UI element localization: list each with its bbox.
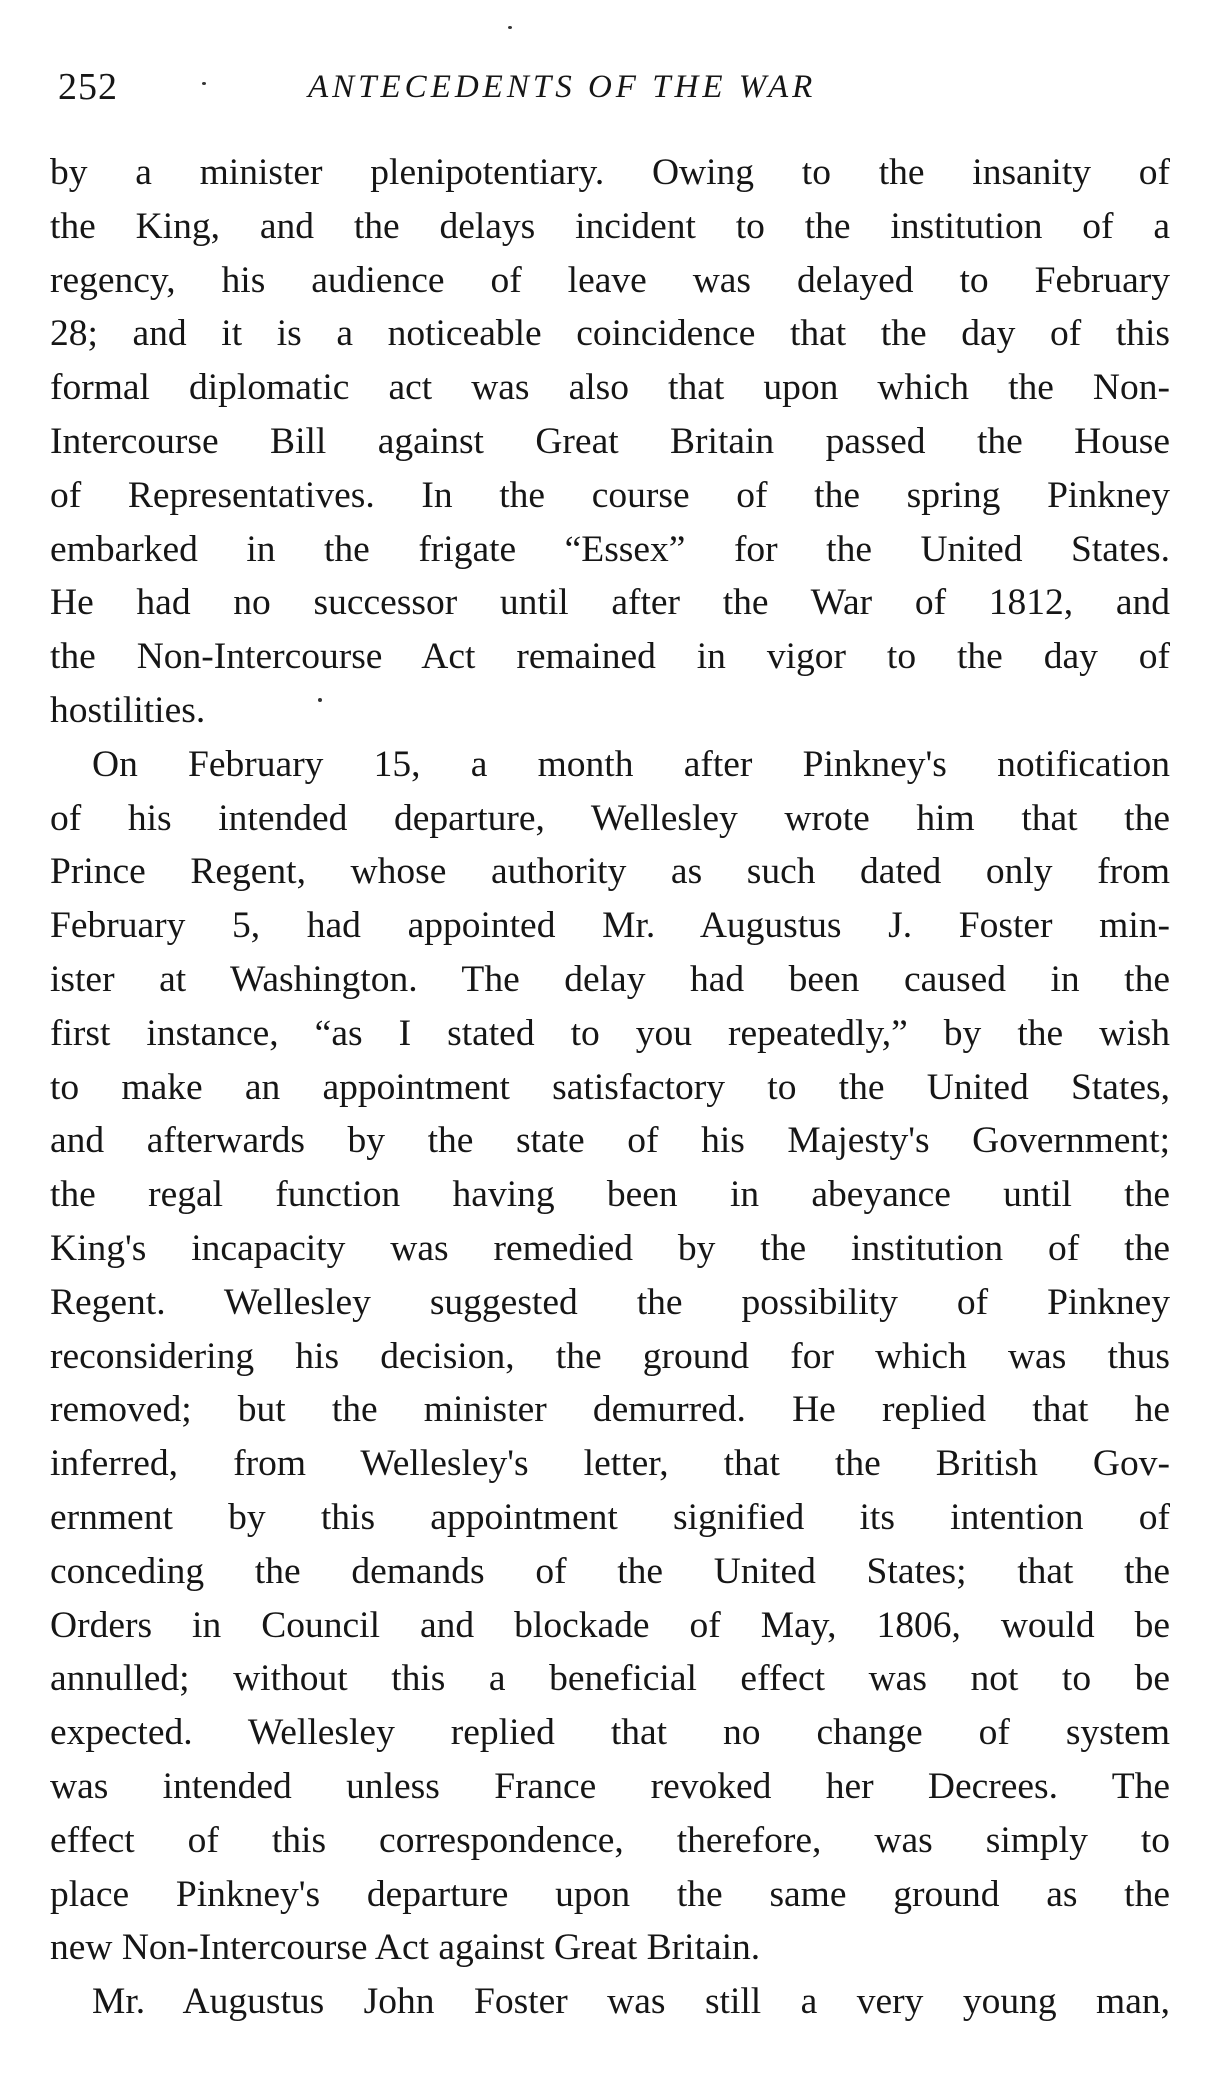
paragraph (50, 146, 1170, 738)
scan-speck (508, 26, 512, 29)
text-line: new Non-Intercourse Act against Great Britain. (50, 1927, 761, 1969)
text-line: of Representatives. In the course of the spring Pinkney (50, 474, 1170, 516)
text-line: reconsidering his decision, the ground for which was thus (50, 1335, 1170, 1377)
text-line: Intercourse Bill against Great Britain passed the House (50, 420, 1170, 462)
paragraph (50, 738, 1170, 1975)
text-line: the King, and the delays incident to the institution of a (50, 205, 1170, 247)
text-line: conceding the demands of the United States; that the (50, 1550, 1170, 1592)
text-line: Prince Regent, whose authority as such dated only from (50, 851, 1170, 893)
text-line: and afterwards by the state of his Majesty's Government; (50, 1120, 1170, 1162)
text-line: the regal function having been in abeyance until the (50, 1174, 1170, 1216)
text-line: removed; but the minister demurred. He replied that he (50, 1389, 1170, 1431)
text-line: by a minister plenipotentiary. Owing to the insanity of (50, 152, 1170, 193)
text-line: to make an appointment satisfactory to the United States, (50, 1066, 1170, 1108)
text-line: was intended unless France revoked her Decrees. The (50, 1765, 1170, 1807)
text-line: annulled; without this a beneficial effect was not to be (50, 1658, 1170, 1700)
text-line: Mr. Augustus John Foster was still a very young man, (92, 1981, 1170, 2023)
page-header (58, 62, 1168, 112)
scan-speck (318, 698, 322, 702)
text-line: of his intended departure, Wellesley wrote him that the (50, 797, 1170, 839)
text-line: hostilities. (50, 689, 206, 731)
text-line: King's incapacity was remedied by the institution of the (50, 1227, 1170, 1269)
running-head: ANTECEDENTS OF THE WAR (308, 69, 817, 105)
text-line: effect of this correspondence, therefore, was simply to (50, 1819, 1170, 1861)
text-line: Regent. Wellesley suggested the possibility of Pinkney (50, 1281, 1170, 1323)
text-line: place Pinkney's departure upon the same ground as the (50, 1873, 1170, 1915)
text-line: Orders in Council and blockade of May, 1806, would be (50, 1604, 1170, 1646)
body-text (50, 146, 1170, 2029)
scan-speck (202, 82, 206, 85)
text-line: embarked in the frigate “Essex” for the United States. (50, 528, 1170, 570)
text-line: inferred, from Wellesley's letter, that the British Gov- (50, 1443, 1170, 1485)
paragraph (50, 1975, 1170, 2029)
text-line: 28; and it is a noticeable coincidence that the day of this (50, 313, 1170, 355)
text-line: regency, his audience of leave was delayed to February (50, 259, 1170, 301)
text-line: ister at Washington. The delay had been caused in the (50, 958, 1170, 1000)
text-line: February 5, had appointed Mr. Augustus J. Foster min- (50, 905, 1170, 947)
text-line: ernment by this appointment signified its intention of (50, 1496, 1170, 1538)
text-line: the Non-Intercourse Act remained in vigor to the day of (50, 636, 1170, 678)
text-line: expected. Wellesley replied that no change of system (50, 1712, 1170, 1754)
page-number: 252 (58, 66, 118, 108)
text-line: He had no successor until after the War of 1812, and (50, 582, 1170, 624)
text-line: first instance, “as I stated to you repeatedly,” by the wish (50, 1012, 1170, 1054)
text-line: formal diplomatic act was also that upon which the Non- (50, 367, 1170, 409)
text-line: On February 15, a month after Pinkney's notification (92, 743, 1170, 785)
